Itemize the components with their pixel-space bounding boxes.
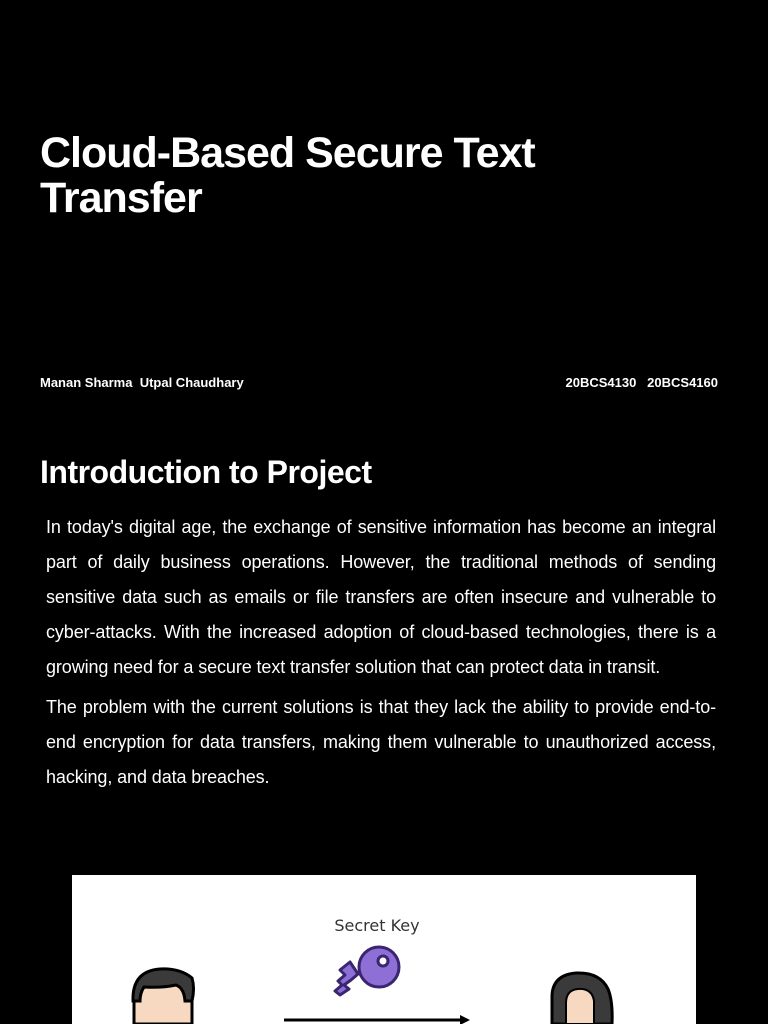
encryption-diagram (72, 875, 696, 1024)
arrow-icon (284, 1015, 470, 1024)
author-names: Manan Sharma Utpal Chaudhary (40, 375, 244, 390)
intro-paragraph: In today's digital age, the exchange of sensitive information has become an integral part of daily business operations. However, the traditional methods of sending sensitive data such as emails or file transfers are often insecure and vulnerable to cyber-attacks. With the increased adoption of cloud-based technologies, there is a growing need for a secure text transfer solution that can protect data in transit. (46, 517, 716, 677)
secret-key-label: Secret Key (334, 916, 420, 935)
page-title: Cloud-Based Secure Text Transfer (40, 129, 535, 222)
section-heading: Introduction to Project (40, 454, 372, 490)
intro-paragraph: The problem with the current solutions is that they lack the ability to provide end-to-end encryption for data transfers, making them vulnerable to unauthorized access, hacking, and data breaches. (46, 697, 716, 787)
key-icon (335, 947, 399, 995)
receiver-avatar-icon (552, 973, 612, 1024)
intro-body (46, 510, 716, 800)
author-ids: 20BCS4130 20BCS4160 (565, 375, 718, 390)
diagram-graphics (72, 875, 696, 1024)
sender-avatar-icon (133, 969, 194, 1024)
